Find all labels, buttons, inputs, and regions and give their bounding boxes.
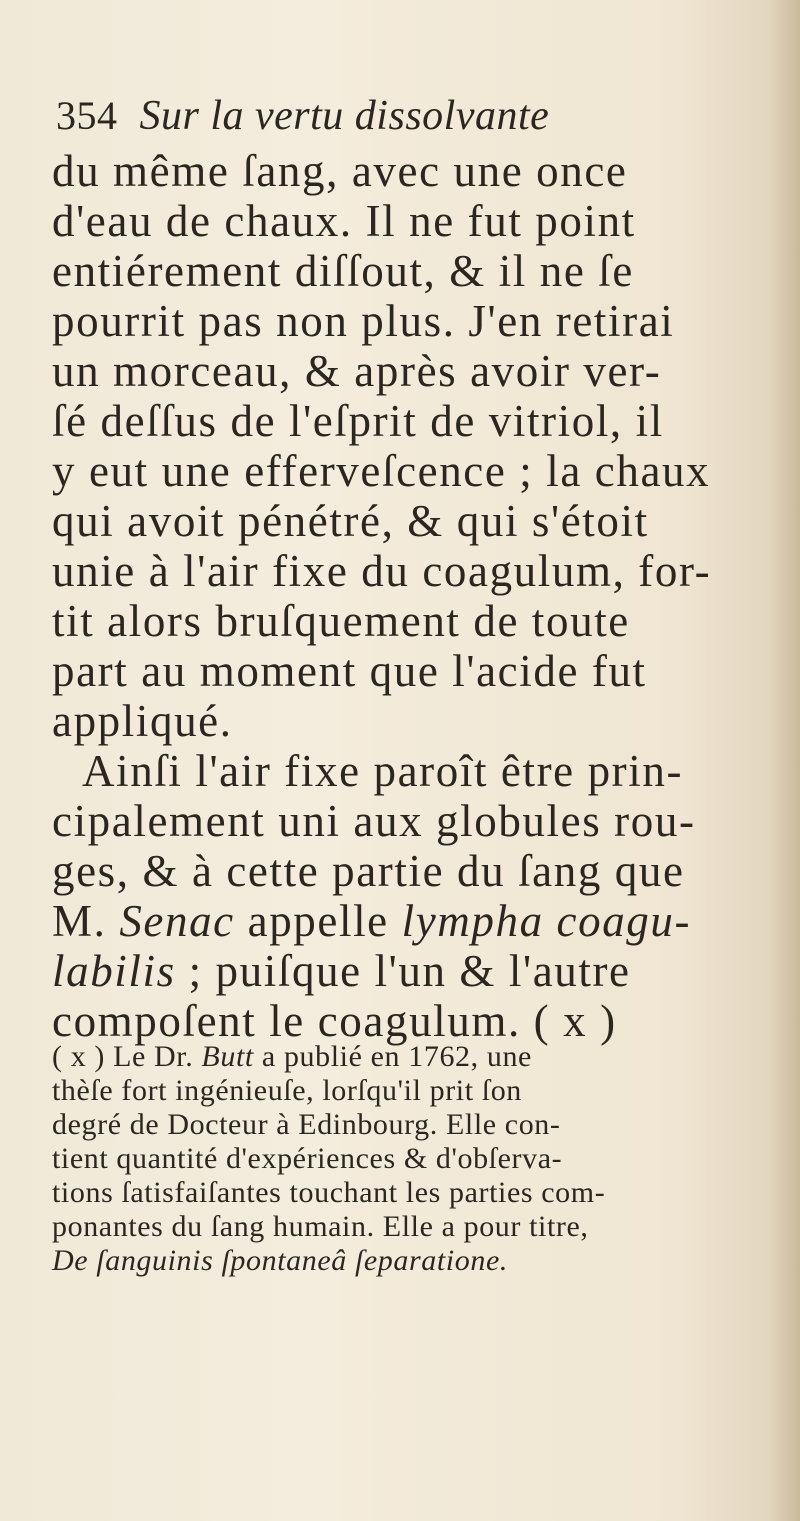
text-line: ges, & à cette partie du ſang que <box>52 846 685 896</box>
footnote-line: tions ſatisfaiſantes touchant les parties com- <box>52 1176 606 1209</box>
text-run: appelle <box>234 896 402 946</box>
text-line: Ainſi l'air fixe paroît être prin- <box>82 746 684 796</box>
text-line: tit alors bruſquement de toute <box>52 596 630 646</box>
running-title: Sur la vertu dissolvante <box>139 93 550 139</box>
page-number: 354 <box>56 93 118 138</box>
main-text <box>52 146 764 1046</box>
text-line: un morceau, & après avoir ver- <box>52 346 662 396</box>
text-line: compoſent le coagulum. ( x ) <box>52 996 617 1046</box>
text-run: a publié en 1762, une <box>253 1040 532 1073</box>
footnote-line: tient quantité d'expériences & d'obſerva- <box>52 1142 563 1175</box>
text-line: unie à l'air fixe du coagulum, for- <box>52 546 712 596</box>
text-line: y eut une efferveſcence ; la chaux <box>52 446 711 496</box>
text-run: M. <box>52 896 120 946</box>
text-line: entiérement diſſout, & il ne ſe <box>52 246 634 296</box>
text-line <box>52 946 764 996</box>
text-line <box>52 896 764 946</box>
text-line: pourrit pas non plus. J'en retirai <box>52 296 675 346</box>
text-line: d'eau de chaux. Il ne fut point <box>52 196 636 246</box>
author-name-senac: Senac <box>119 896 235 946</box>
footnote-line: degré de Docteur à Edinbourg. Elle con- <box>52 1108 561 1141</box>
author-name-butt: Butt <box>201 1040 254 1073</box>
footnote-line <box>52 1040 767 1074</box>
text-line: part au moment que l'acide fut <box>52 646 647 696</box>
text-line: ſé deſſus de l'eſprit de vitriol, il <box>52 396 664 446</box>
running-header <box>56 92 549 140</box>
footnote-line: thèſe fort ingénieuſe, lorſqu'il prit ſon <box>52 1074 522 1107</box>
text-line: appliqué. <box>52 696 233 746</box>
latin-term: labilis <box>52 946 176 996</box>
text-line: du même ſang, avec une once <box>52 146 628 196</box>
footnote-title: De ſanguinis ſpontaneâ ſeparatione. <box>52 1244 508 1277</box>
latin-term: lympha coagu- <box>401 896 692 946</box>
footnote-line: ponantes du ſang humain. Elle a pour titre, <box>52 1210 589 1243</box>
footnote <box>52 1040 767 1278</box>
text-run: ; puiſque l'un & l'autre <box>175 946 631 996</box>
text-line: cipalement uni aux globules rou- <box>52 796 696 846</box>
text-run: ( x ) Le Dr. <box>52 1040 202 1073</box>
text-line: qui avoit pénétré, & qui s'étoit <box>52 496 649 546</box>
